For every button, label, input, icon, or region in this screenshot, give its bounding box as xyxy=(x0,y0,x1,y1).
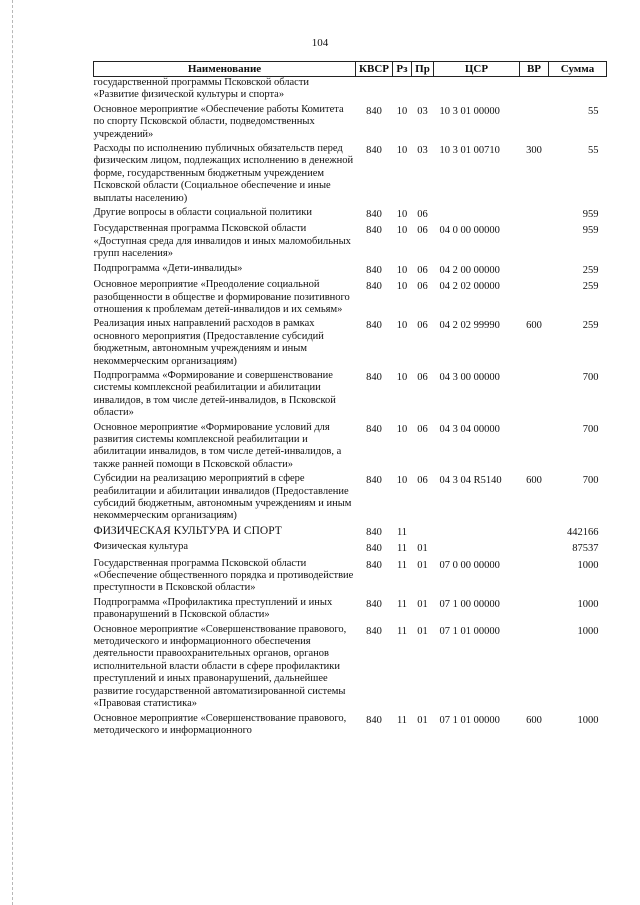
cell-rz: 10 xyxy=(396,225,408,237)
cell-rz: 11 xyxy=(396,526,408,538)
cell-vr xyxy=(520,207,549,223)
cell-vr xyxy=(520,279,549,318)
cell-vr: 600 xyxy=(526,475,542,487)
header-kvsr: КВСР xyxy=(356,62,393,77)
cell-kvsr: 840 xyxy=(366,598,382,610)
cell-name: Основное мероприятие «Формирование условий для развития системы комплексной реабилитации и абилитации инвалидов, в том числе детей-инвалидов, а также ранней помощи в Псковской области» xyxy=(93,421,342,470)
cell-sum: 700 xyxy=(582,423,599,435)
cell-name: Основное мероприятие «Обеспечение работы Комитета по спорту Псковской области, подведомственных учреждений» xyxy=(93,103,344,140)
cell-sum: 1000 xyxy=(577,598,599,610)
cell-vr: 600 xyxy=(526,714,542,726)
header-vr: ВР xyxy=(520,62,549,77)
cell-rz: 10 xyxy=(396,209,408,221)
cell-pr: 06 xyxy=(417,281,428,293)
cell-vr xyxy=(520,263,549,279)
cell-csr: 10 3 01 00000 xyxy=(439,105,500,117)
cell-name: Основное мероприятие «Совершенствование правового, методического и информационного xyxy=(93,712,347,736)
cell-pr: 06 xyxy=(417,209,428,221)
cell-kvsr: 840 xyxy=(366,209,382,221)
cell-rz: 10 xyxy=(396,423,408,435)
cell-pr: 01 xyxy=(417,559,428,571)
cell-csr: 04 3 04 00000 xyxy=(439,423,500,435)
cell-kvsr: 840 xyxy=(366,625,382,637)
cell-sum: 1000 xyxy=(577,714,599,726)
cell-name: Подпрограмма «Формирование и совершенствование системы комплексной реабилитации и абилитации инвалидов, в том числе детей-инвалидов, в Псковской области» xyxy=(93,369,336,419)
cell-rz: 11 xyxy=(396,714,408,726)
cell-kvsr: 840 xyxy=(366,225,382,237)
cell-rz: 11 xyxy=(396,559,408,571)
cell-rz: 10 xyxy=(396,371,408,383)
cell-kvsr: 840 xyxy=(366,526,382,538)
cell-name: Подпрограмма «Профилактика преступлений и иных правонарушений в Псковской области» xyxy=(93,596,333,621)
cell-vr: 600 xyxy=(526,320,542,332)
cell-vr xyxy=(520,558,549,597)
cell-rz: 10 xyxy=(396,145,408,157)
cell-pr: 03 xyxy=(417,105,428,117)
cell-sum: 959 xyxy=(582,225,599,237)
cell-pr: 06 xyxy=(417,320,428,332)
cell-vr xyxy=(520,597,549,624)
cell-rz: 10 xyxy=(396,475,408,487)
cell-sum: 1000 xyxy=(577,625,599,637)
table-row xyxy=(94,279,607,318)
cell-sum: 55 xyxy=(588,145,599,157)
cell-kvsr: 840 xyxy=(366,281,382,293)
budget-table xyxy=(93,61,607,739)
table-row xyxy=(94,207,607,223)
cell-rz: 11 xyxy=(396,625,408,637)
cell-csr: 04 2 00 00000 xyxy=(439,264,500,276)
cell-kvsr: 840 xyxy=(366,543,382,555)
cell-rz xyxy=(393,77,412,104)
table-row xyxy=(94,143,607,207)
table-row xyxy=(94,713,607,740)
cell-vr xyxy=(520,525,549,541)
cell-name: Основное мероприятие «Совершенствование правового, методического и информационного обеспечения деятельности правоохранительных органов, органов исполнительной власти области в сфере профилактики преступлений и иных правонарушений, дальнейшее развитие государственной автоматизированной системы «Правовая статистика» xyxy=(93,623,347,710)
cell-kvsr xyxy=(356,77,393,104)
table-row xyxy=(94,104,607,143)
cell-kvsr: 840 xyxy=(366,105,382,117)
cell-name: Физическая культура xyxy=(93,541,189,553)
cell-pr: 01 xyxy=(417,625,428,637)
cell-csr: 10 3 01 00710 xyxy=(439,145,500,157)
cell-name: ФИЗИЧЕСКАЯ КУЛЬТУРА И СПОРТ xyxy=(93,524,282,537)
cell-vr xyxy=(520,624,549,713)
cell-pr: 01 xyxy=(417,598,428,610)
cell-sum: 87537 xyxy=(572,543,599,555)
cell-vr xyxy=(520,223,549,262)
table-body xyxy=(94,77,607,740)
cell-kvsr: 840 xyxy=(366,559,382,571)
cell-pr xyxy=(412,77,434,104)
cell-kvsr: 840 xyxy=(366,371,382,383)
cell-csr xyxy=(434,541,520,557)
cell-pr: 06 xyxy=(417,264,428,276)
table-row xyxy=(94,525,607,541)
header-pr: Пр xyxy=(412,62,434,77)
cell-kvsr: 840 xyxy=(366,264,382,276)
cell-pr: 06 xyxy=(417,225,428,237)
cell-csr xyxy=(434,525,520,541)
cell-rz: 10 xyxy=(396,105,408,117)
cell-csr xyxy=(434,77,520,104)
cell-csr: 07 1 01 00000 xyxy=(439,625,500,637)
cell-csr: 04 3 04 R5140 xyxy=(439,475,502,487)
table-row xyxy=(94,422,607,474)
cell-csr: 07 0 00 00000 xyxy=(439,559,500,571)
cell-sum: 259 xyxy=(582,320,599,332)
cell-name: Реализация иных направлений расходов в рамках основного мероприятия (Предоставление субсидий бюджетным, автономным учреждениям и иным некоммерческим организациям) xyxy=(93,318,324,367)
scan-edge-line xyxy=(12,0,13,905)
cell-sum: 259 xyxy=(582,281,599,293)
cell-csr: 04 2 02 99990 xyxy=(439,320,500,332)
cell-name: Подпрограмма «Дети-инвалиды» xyxy=(93,262,243,274)
table-row xyxy=(94,541,607,557)
cell-vr xyxy=(520,370,549,422)
cell-kvsr: 840 xyxy=(366,423,382,435)
cell-rz: 11 xyxy=(396,598,408,610)
cell-name: государственной программы Псковской области «Развитие физической культуры и спорта» xyxy=(93,77,310,101)
header-sum: Сумма xyxy=(549,62,607,77)
cell-csr: 04 2 02 00000 xyxy=(439,281,500,293)
cell-sum: 700 xyxy=(582,475,599,487)
table-row xyxy=(94,473,607,525)
cell-kvsr: 840 xyxy=(366,320,382,332)
table-row xyxy=(94,624,607,713)
cell-sum xyxy=(549,77,607,104)
table-row xyxy=(94,558,607,597)
cell-pr: 01 xyxy=(417,714,428,726)
cell-pr xyxy=(412,525,434,541)
cell-rz: 10 xyxy=(396,320,408,332)
table-header-row xyxy=(94,62,607,77)
cell-pr: 01 xyxy=(417,543,428,555)
table-row xyxy=(94,223,607,262)
header-name: Наименование xyxy=(94,62,356,77)
header-csr: ЦСР xyxy=(434,62,520,77)
cell-name: Государственная программа Псковской области «Доступная среда для инвалидов и иных маломобильных групп населения» xyxy=(93,223,351,260)
cell-name: Расходы по исполнению публичных обязательств перед физическим лицом, подлежащих исполнению в денежной форме, государственным бюджетным учреждением Псковской области (Социальное обеспечение и иные выплаты населению) xyxy=(93,143,354,204)
cell-pr: 03 xyxy=(417,145,428,157)
cell-sum: 442166 xyxy=(567,526,599,538)
cell-pr: 06 xyxy=(417,475,428,487)
table-row xyxy=(94,597,607,624)
cell-csr: 04 0 00 00000 xyxy=(439,225,500,237)
cell-csr: 07 1 00 00000 xyxy=(439,598,500,610)
cell-vr xyxy=(520,422,549,474)
page-number: 104 xyxy=(311,37,329,49)
table-row xyxy=(94,318,607,370)
cell-sum: 55 xyxy=(588,105,599,117)
cell-csr: 04 3 00 00000 xyxy=(439,371,500,383)
cell-vr xyxy=(520,104,549,143)
table-row xyxy=(94,263,607,279)
cell-rz: 10 xyxy=(396,264,408,276)
cell-vr xyxy=(520,77,549,104)
cell-kvsr: 840 xyxy=(366,475,382,487)
cell-pr: 06 xyxy=(417,423,428,435)
cell-csr: 07 1 01 00000 xyxy=(439,714,500,726)
cell-kvsr: 840 xyxy=(366,714,382,726)
cell-name: Основное мероприятие «Преодоление социальной разобщенности в обществе и формирование позитивного отношения к проблемам детей-инвалидов и их семьям» xyxy=(93,279,350,315)
cell-name: Государственная программа Псковской области «Обеспечение общественного порядка и противодействие преступности в Псковской области» xyxy=(93,557,354,594)
cell-pr: 06 xyxy=(417,371,428,383)
cell-name: Субсидии на реализацию мероприятий в сфере реабилитации и абилитации инвалидов (Предоставление субсидий бюджетным, автономным учреждениям и иным некоммерческим организациям) xyxy=(93,473,352,522)
table-row xyxy=(94,370,607,422)
cell-sum: 700 xyxy=(582,371,599,383)
cell-rz: 10 xyxy=(396,281,408,293)
cell-vr xyxy=(520,541,549,557)
cell-sum: 959 xyxy=(582,209,599,221)
cell-sum: 259 xyxy=(582,264,599,276)
cell-name: Другие вопросы в области социальной политики xyxy=(93,207,312,219)
cell-vr: 300 xyxy=(526,145,542,157)
cell-sum: 1000 xyxy=(577,559,599,571)
header-rz: Рз xyxy=(393,62,412,77)
cell-rz: 11 xyxy=(396,543,408,555)
cell-csr xyxy=(434,207,520,223)
table-row xyxy=(94,77,607,104)
cell-kvsr: 840 xyxy=(366,145,382,157)
